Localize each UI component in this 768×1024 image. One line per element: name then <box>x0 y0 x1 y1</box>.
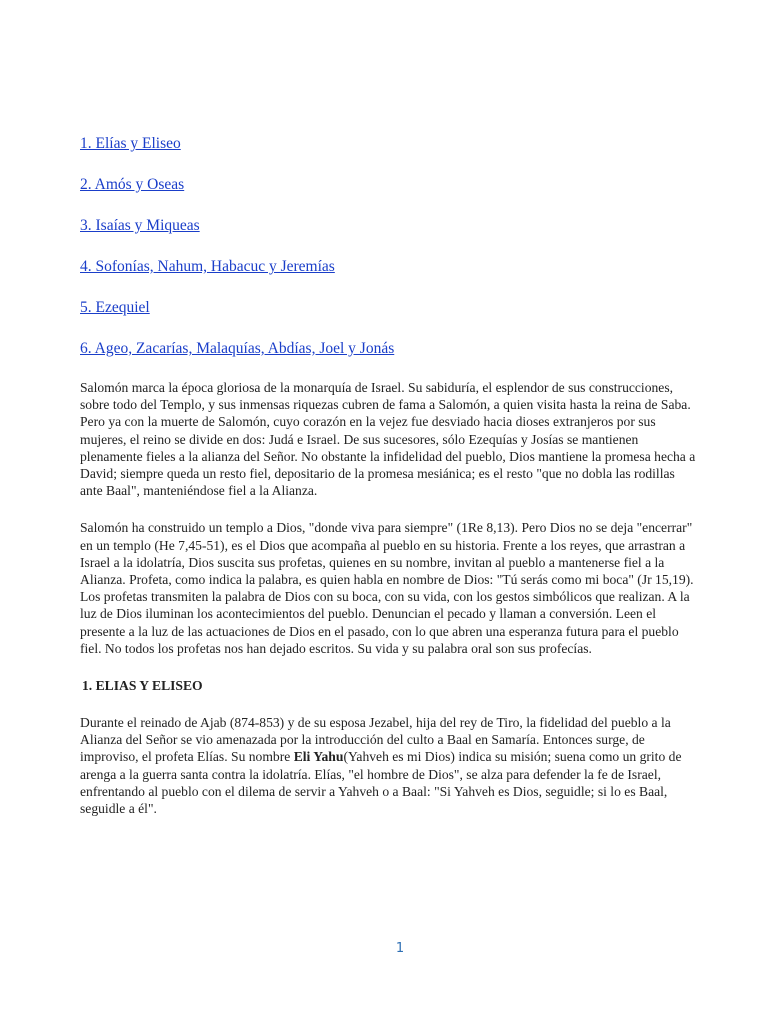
toc-link-ageo-jonas[interactable]: 6. Ageo, Zacarías, Malaquías, Abdías, Joel y Jonás <box>80 340 395 357</box>
page-number: 1 <box>395 941 405 956</box>
toc-item <box>80 174 698 195</box>
elias-text-after: (Yahveh es mi Dios) indica su misión; suena como un grito de arenga a la guerra santa contra la idolatría. Elías, "el hombre de Dios", se alza para defender la fe de Israel, enfrentando al pueblo con el dilema de servir a Yahveh o a Baal: "Si Yahveh es Dios, seguidle; si lo es Baal, seguidle a él". <box>80 749 682 817</box>
toc-item <box>80 133 698 154</box>
toc-item <box>80 256 698 277</box>
toc-item <box>80 338 698 359</box>
document-page <box>80 133 698 817</box>
intro-paragraph: Salomón marca la época gloriosa de la monarquía de Israel. Su sabiduría, el esplendor de sus construcciones, sobre todo del Templo, y sus inmensas riquezas cubren de fama a Salomón, a quien visita hasta la reina de Saba. Pero ya con la muerte de Salomón, cuyo corazón en la vejez fue desviado hacia dioses extranjeros por sus mujeres, el reino se divide en dos: Judá e Israel. De sus sucesores, sólo Ezequías y Josías se mantienen plenamente fieles a la alianza del Señor. No obstante la infidelidad del pueblo, Dios mantiene la promesa hecha a David; siempre queda un resto fiel, depositario de la promesa mesiánica; es el resto "que no dobla las rodillas ante Baal", manteniéndose fiel a la Alianza. <box>80 380 696 499</box>
section-heading-elias-eliseo: 1. ELIAS Y ELISEO <box>82 678 203 694</box>
toc-link-isaias-miqueas[interactable]: 3. Isaías y Miqueas <box>80 217 200 234</box>
toc-link-amos-oseas[interactable]: 2. Amós y Oseas <box>80 176 185 193</box>
table-of-contents <box>80 133 698 359</box>
eli-yahu-bold: Eli Yahu <box>293 749 344 765</box>
toc-link-sofonias-jeremias[interactable]: 4. Sofonías, Nahum, Habacuc y Jeremías <box>80 258 335 275</box>
toc-link-ezequiel[interactable]: 5. Ezequiel <box>80 299 150 316</box>
toc-link-elias-eliseo[interactable]: 1. Elías y Eliseo <box>80 135 181 152</box>
toc-item <box>80 297 698 318</box>
elias-text-before: Durante el reinado de Ajab (874-853) y de su esposa Jezabel, hija del rey de Tiro, la fidelidad del pueblo a la Alianza del Señor se vio amenazada por la introducción del culto a Baal en Samaría. Entonces surge, de improviso, el profeta Elías. Su nombre <box>80 715 671 765</box>
elias-paragraph <box>80 714 698 817</box>
toc-item <box>80 215 698 236</box>
prophets-paragraph: Salomón ha construido un templo a Dios, "donde viva para siempre" (1Re 8,13). Pero Dios no se deja "encerrar" en un templo (He 7,45-51), es el Dios que acompaña al pueblo en su historia. Frente a los reyes, que arrastran a Israel a la idolatría, Dios suscita sus profetas, quienes en su nombre, invitan al pueblo a mantenerse fiel a la Alianza. Profeta, como indica la palabra, es quien habla en nombre de Dios: "Tú serás como mi boca" (Jr 15,19). Los profetas transmiten la palabra de Dios con su boca, con su vida, con los gestos simbólicos que realizan. A la luz de Dios iluminan los acontecimientos del pueblo. Denuncian el pecado y llaman a conversión. Leen el presente a la luz de las actuaciones de Dios en el pasado, con lo que abren una esperanza futura para el pueblo fiel. No todos los profetas nos han dejado escritos. Su vida y su palabra oral son sus profecías. <box>80 520 694 656</box>
